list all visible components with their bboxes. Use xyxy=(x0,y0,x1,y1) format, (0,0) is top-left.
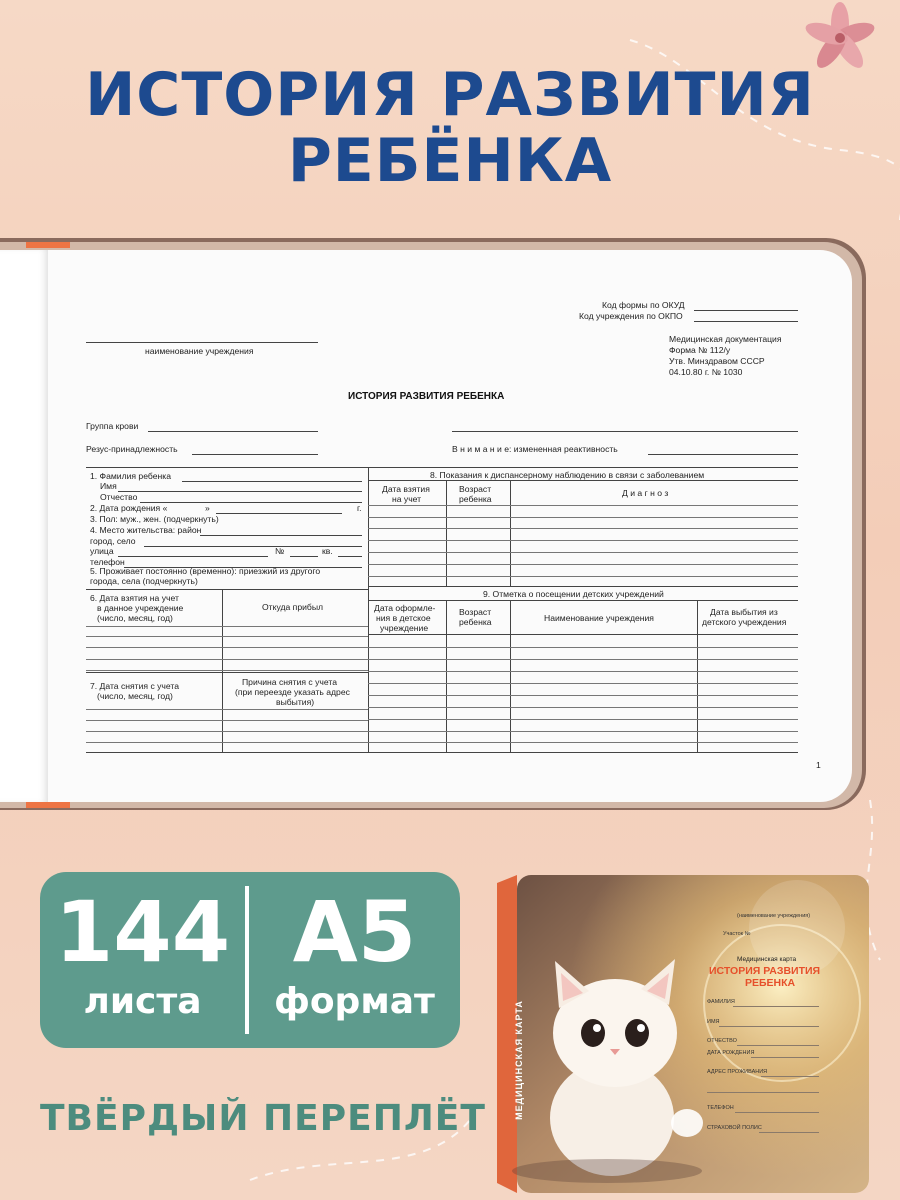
cover-institution: (наименование учреждения) xyxy=(737,913,811,919)
birth-date-close-quote: » xyxy=(205,503,210,513)
apartment-mark: кв. xyxy=(322,546,333,556)
sec6-from-header: Откуда прибыл xyxy=(262,602,324,612)
okud-label: Код формы по ОКУД xyxy=(602,300,685,310)
cover-line-8 xyxy=(759,1132,819,1133)
personal-line-4: 2. Дата рождения « xyxy=(90,503,168,513)
sec6-row-1 xyxy=(86,626,368,627)
sec6-row-2 xyxy=(86,636,368,637)
sec9-row-8 xyxy=(368,731,798,732)
personal-line-9: телефон xyxy=(90,557,125,567)
house-number-mark: № xyxy=(275,546,285,556)
cover-line-4 xyxy=(751,1057,819,1058)
cover-title-2: РЕБЕНКА xyxy=(745,977,796,989)
cover-field-name: ИМЯ xyxy=(707,1019,720,1025)
format-label: формат xyxy=(274,981,435,1022)
house-line xyxy=(290,556,318,557)
sec7-line-2: (число, месяц, год) xyxy=(97,691,173,701)
sec9-col2-line1: Возраст xyxy=(459,607,492,617)
patronymic-line xyxy=(140,502,362,503)
attention-line xyxy=(648,454,798,455)
sec8-bottom xyxy=(368,586,798,587)
sec9-col-3 xyxy=(697,600,698,752)
personal-line-7: город, село xyxy=(90,536,136,546)
sec9-row-4 xyxy=(368,683,798,684)
sec6-line-1: 6. Дата взятия на учет xyxy=(90,593,179,603)
birth-year-mark: г. xyxy=(357,503,362,513)
bookmark-ribbon-top xyxy=(26,242,70,248)
personal-line-2: Имя xyxy=(100,481,117,491)
sec8-row-6 xyxy=(368,564,798,565)
sec7-reason-1: Причина снятия с учета xyxy=(242,677,337,687)
cover-subtitle: Медицинская карта xyxy=(737,956,797,963)
sec9-col2-line2: ребенка xyxy=(459,617,492,627)
doc-line-1: Медицинская документация xyxy=(669,334,782,344)
table-divider xyxy=(368,467,369,752)
page-number: 1 xyxy=(816,760,821,770)
cover-field-surname: ФАМИЛИЯ xyxy=(707,999,735,1005)
sec8-col-2 xyxy=(510,480,511,586)
okpo-label: Код учреждения по ОКПО xyxy=(579,311,683,321)
table-bottom-right xyxy=(368,752,798,753)
sec8-col1-line1: Дата взятия xyxy=(382,484,430,494)
okud-line xyxy=(694,310,798,311)
cover-line-6 xyxy=(707,1092,819,1093)
institution-label: наименование учреждения xyxy=(145,346,254,356)
personal-line-8: улица xyxy=(90,546,114,556)
doc-line-3: Утв. Минздравом СССР xyxy=(669,356,765,366)
sec6-line-3: (число, месяц, год) xyxy=(97,613,173,623)
sec6-line-2: в данное учреждение xyxy=(97,603,184,613)
sec7-line-1: 7. Дата снятия с учета xyxy=(90,681,180,691)
sec9-row-9 xyxy=(368,742,798,743)
blood-group-label: Группа крови xyxy=(86,421,139,431)
sec8-col2-line1: Возраст xyxy=(459,484,492,494)
apartment-line xyxy=(338,556,362,557)
birth-date-line xyxy=(216,513,342,514)
sec9-col1-line2: ния в детское xyxy=(376,613,431,623)
sheets-value: 144 xyxy=(54,883,231,981)
sec9-row-6 xyxy=(368,707,798,708)
sec7-row-3 xyxy=(86,731,368,732)
cover-title-1: ИСТОРИЯ РАЗВИТИЯ xyxy=(709,965,821,977)
sec8-col3: Д и а г н о з xyxy=(622,488,669,498)
sec6-top xyxy=(86,589,368,590)
district-line xyxy=(200,535,362,536)
okpo-line xyxy=(694,321,798,322)
name-line xyxy=(118,491,362,492)
specs-badge xyxy=(40,872,460,1048)
rhesus-label: Резус-принадлежность xyxy=(86,444,178,454)
sec8-row-3 xyxy=(368,528,798,529)
sec8-title: 8. Показания к диспансерному наблюдению в связи с заболеванием xyxy=(430,470,705,480)
cover-illustration xyxy=(497,873,875,1193)
sec8-row-5 xyxy=(368,552,798,553)
sec9-header-line xyxy=(368,600,798,601)
page-title xyxy=(0,62,900,194)
cover-line-3 xyxy=(737,1045,819,1046)
personal-line-5: 3. Пол: муж., жен. (подчеркнуть) xyxy=(90,514,219,524)
attention-label: В н и м а н и е: измененная реактивность xyxy=(452,444,618,454)
institution-line xyxy=(86,342,318,343)
sec8-col1-line2: на учет xyxy=(392,494,422,504)
title-line-2: РЕБЁНКА xyxy=(287,126,613,196)
sec7-row-2 xyxy=(86,720,368,721)
cover-line-5 xyxy=(761,1076,819,1077)
cover-field-insurance: СТРАХОВОЙ ПОЛИС xyxy=(707,1125,762,1131)
cover-plot: Участок № xyxy=(723,931,751,937)
rhesus-line xyxy=(192,454,318,455)
sec7-reason-3: выбытия) xyxy=(276,697,315,707)
sheets-label: листа xyxy=(83,981,202,1022)
product-cover xyxy=(497,873,875,1193)
sec6-row-4 xyxy=(86,659,368,660)
surname-line xyxy=(182,481,362,482)
sec7-top xyxy=(86,672,368,673)
sec8-col2-line2: ребенка xyxy=(459,494,492,504)
cover-line-1 xyxy=(733,1006,819,1007)
cover-field-birthdate: ДАТА РОЖДЕНИЯ xyxy=(707,1050,755,1056)
cover-spine-text: МЕДИЦИНСКАЯ КАРТА xyxy=(513,1000,524,1120)
sec9-row-3 xyxy=(368,671,798,672)
sec9-row-5 xyxy=(368,695,798,696)
page-spine-shadow xyxy=(0,250,48,802)
sec8-header-line xyxy=(368,480,798,481)
personal-line-3: Отчество xyxy=(100,492,138,502)
sec7-reason-2: (при переезде указать адрес xyxy=(235,687,350,697)
sec9-col1-line1: Дата оформле- xyxy=(374,603,436,613)
form-title: ИСТОРИЯ РАЗВИТИЯ РЕБЕНКА xyxy=(348,391,505,402)
sec9-row-1 xyxy=(368,647,798,648)
sec8-col-1 xyxy=(446,480,447,586)
cover-field-patronymic: ОТЧЕСТВО xyxy=(707,1038,737,1044)
sec9-row-2 xyxy=(368,659,798,660)
sec6-row-3 xyxy=(86,647,368,648)
table-top xyxy=(86,467,798,468)
cover-field-phone: ТЕЛЕФОН xyxy=(707,1105,734,1111)
binding-caption: ТВЁРДЫЙ ПЕРЕПЛЁТ xyxy=(40,1098,486,1139)
cover-field-address: АДРЕС ПРОЖИВАНИЯ xyxy=(707,1069,768,1075)
personal-line-1: 1. Фамилия ребенка xyxy=(90,471,171,481)
street-line xyxy=(118,556,268,557)
sec9-row-7 xyxy=(368,719,798,720)
doc-line-2: Форма № 112/у xyxy=(669,345,731,355)
blood-group-line-right xyxy=(452,431,798,432)
sec9-col3: Наименование учреждения xyxy=(544,613,654,623)
blood-group-line xyxy=(148,431,318,432)
personal-line-10: 5. Проживает постоянно (временно): приезжий из другого xyxy=(90,566,321,576)
title-line-1: ИСТОРИЯ РАЗВИТИЯ xyxy=(85,60,815,130)
sec6-row-5 xyxy=(86,670,368,671)
cover-line-7 xyxy=(735,1112,819,1113)
sec9-col-2 xyxy=(510,600,511,752)
sec8-row-4 xyxy=(368,540,798,541)
sec8-row-7 xyxy=(368,576,798,577)
sec9-col4-line2: детского учреждения xyxy=(702,617,787,627)
cover-line-2 xyxy=(719,1026,819,1027)
sec9-col1-line3: учреждение xyxy=(380,623,429,633)
personal-line-11: города, села (подчеркнуть) xyxy=(90,576,198,586)
sec9-col4-line1: Дата выбытия из xyxy=(710,607,778,617)
table-bottom-left xyxy=(86,752,368,753)
sec8-row-2 xyxy=(368,517,798,518)
bookmark-ribbon-bottom xyxy=(26,802,70,808)
sec9-col-1 xyxy=(446,600,447,752)
sec9-title: 9. Отметка о посещении детских учреждений xyxy=(483,589,664,599)
doc-line-4: 04.10.80 г. № 1030 xyxy=(669,367,743,377)
sec9-subheader-line xyxy=(368,634,798,635)
personal-line-6: 4. Место жительства: район xyxy=(90,525,202,535)
sec7-row-4 xyxy=(86,742,368,743)
sec8-row-1 xyxy=(368,505,798,506)
format-value: А5 xyxy=(292,883,417,981)
sec7-row-1 xyxy=(86,709,368,710)
